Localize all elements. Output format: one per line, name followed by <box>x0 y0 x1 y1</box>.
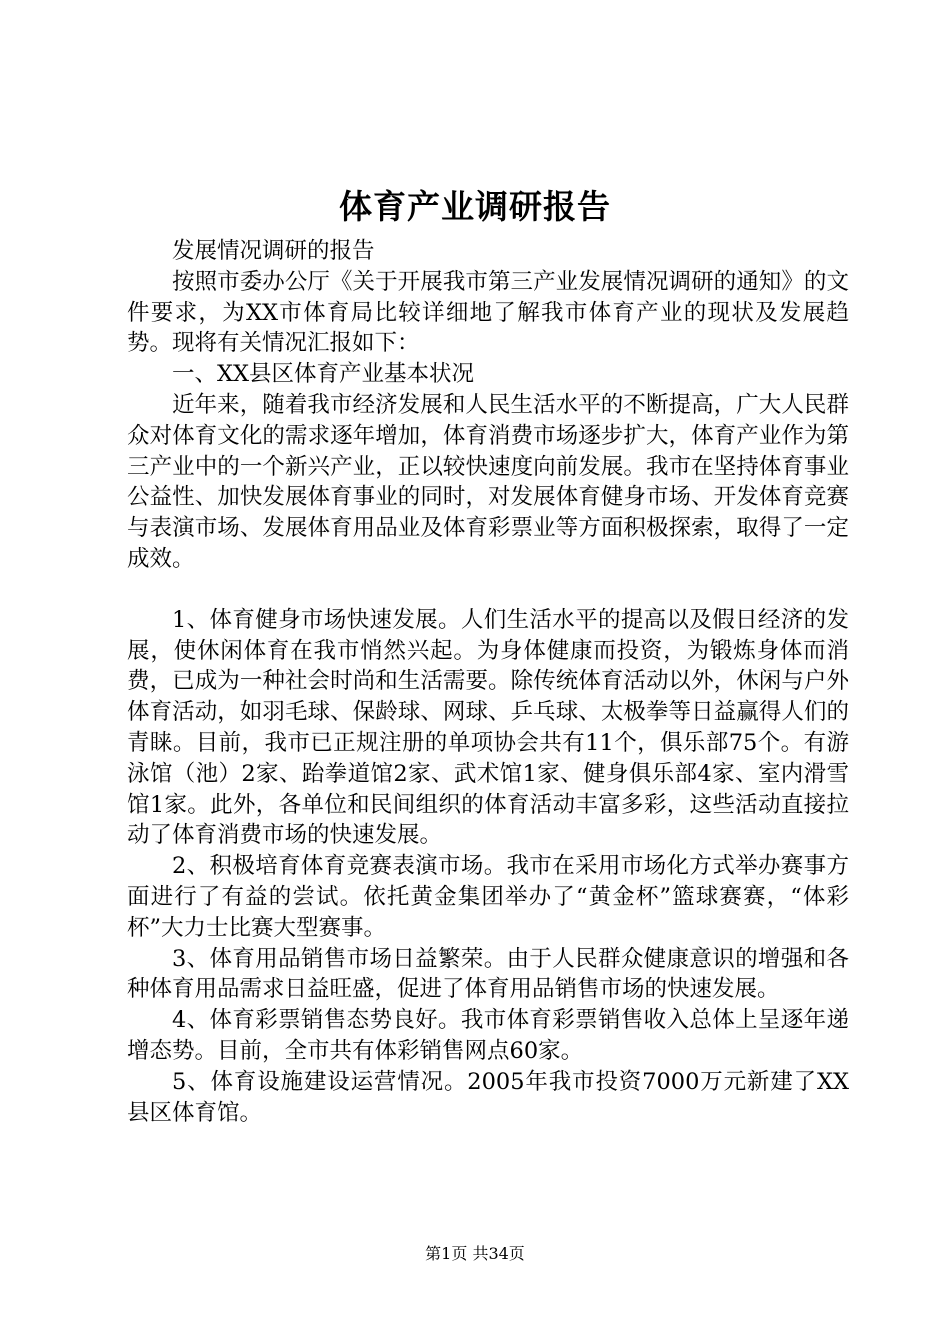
paragraph-intro: 按照市委办公厅《关于开展我市第三产业发展情况调研的通知》的文件要求，为XX市体育局比较详细地了解我市体育产业的现状及发展趋势。现将有关情况汇报如下： <box>127 268 849 357</box>
document-title: 体育产业调研报告 <box>339 187 611 226</box>
paragraph-subtitle: 发展情况调研的报告 <box>172 238 375 264</box>
paragraph-item-2: 2、积极培育体育竞赛表演市场。我市在采用市场化方式举办赛事方面进行了有益的尝试。依托黄金集团举办了“黄金杯”篮球赛赛，“体彩杯”大力士比赛大型赛事。 <box>127 853 849 941</box>
document-body <box>127 236 849 1128</box>
page-number: 第1页 共34页 <box>425 1244 525 1263</box>
paragraph-item-5: 5、体育设施建设运营情况。2005年我市投资7000万元新建了XX县区体育馆。 <box>127 1068 849 1126</box>
paragraph-item-3: 3、体育用品销售市场日益繁荣。由于人民群众健康意识的增强和各种体育用品需求日益旺盛，促进了体育用品销售市场的快速发展。 <box>127 945 849 1003</box>
section-heading-1: 一、XX县区体育产业基本状况 <box>172 361 475 388</box>
paragraph-item-4: 4、体育彩票销售态势良好。我市体育彩票销售收入总体上呈逐年递增态势。目前，全市共有体彩销售网点60家。 <box>127 1007 849 1064</box>
paragraph-item-1: 1、体育健身市场快速发展。人们生活水平的提高以及假日经济的发展，使休闲体育在我市悄然兴起。为身体健康而投资，为锻炼身体而消费，已成为一种社会时尚和生活需要。除传统体育活动以外，休闲与户外体育活动，如羽毛球、保龄球、网球、乒乓球、太极拳等日益赢得人们的青睐。目前，我市已正规注册的单项协会共有11个，俱乐部75个。有游泳馆（池）2家、跆拳道馆2家、武术馆1家、健身俱乐部4家、室内滑雪馆1家。此外，各单位和民间组织的体育活动丰富多彩，这些活动直接拉动了体育消费市场的快速发展。 <box>127 606 849 849</box>
paragraph-overview: 近年来，随着我市经济发展和人民生活水平的不断提高，广大人民群众对体育文化的需求逐年增加，体育消费市场逐步扩大，体育产业作为第三产业中的一个新兴产业，正以较快速度向前发展。我市在坚持体育事业公益性、加快发展体育事业的同时，对发展体育健身市场、开发体育竞赛与表演市场、发展体育用品业及体育彩票业等方面积极探索，取得了一定成效。 <box>127 391 849 572</box>
